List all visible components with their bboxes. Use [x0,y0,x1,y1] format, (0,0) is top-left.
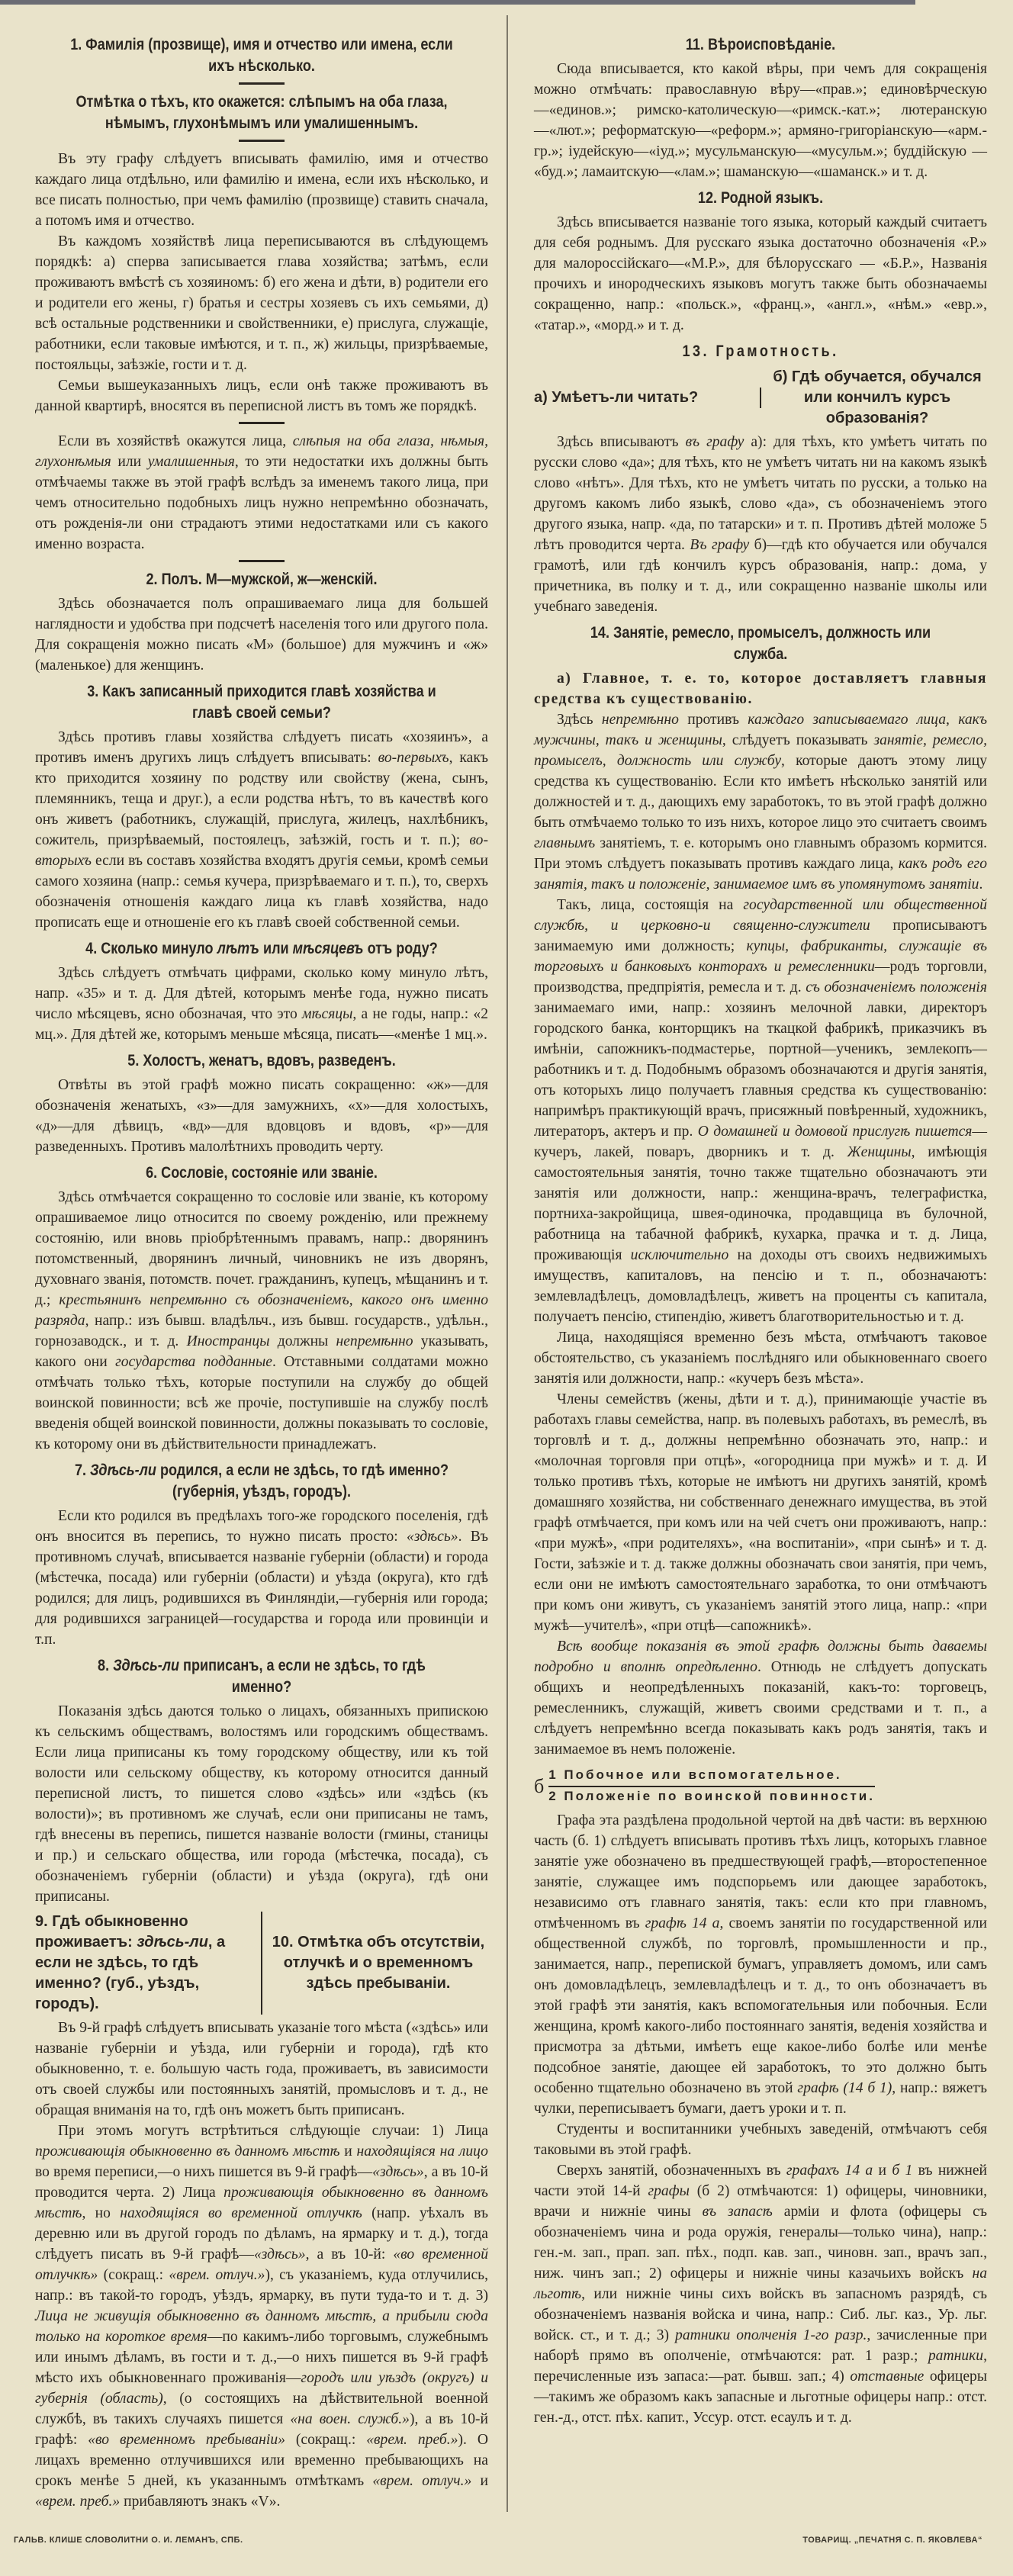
italic-text-run: городъ или уѣздъ (округъ) и губернія (область) [35,2370,488,2407]
text-run: 11. Вѣроисповѣданіе. [685,36,836,53]
text-run: , а если не здѣсь, то гдѣ именно? (губ., уѣздъ, городъ). [35,1934,226,2012]
paragraph [534,668,987,709]
italic-text-run: О домашней и домовой прислугѣ пишется [697,1124,973,1140]
text-run: занимаемаго ими, напр.: хозяинъ мелочной лавки, директоръ городского банка, конторщикъ на ткацкой фабрикѣ, приказчикъ въ имѣніи, сапожникъ-подмастерье, портной—ученикъ, землекопъ—работникъ и т. д. Подобнымъ образомъ обозначаются и другія занятія, отъ которыхъ лицо получаетъ главныя средства къ существованію: напримѣръ практикующій врачъ, присяжный повѣренный, художникъ, литераторъ, актеръ и пр. [534,1000,987,1140]
italic-text-run: находящіяся во временной отлучкѣ [120,2205,362,2221]
italic-text-run: «врем. преб.» [35,2494,121,2510]
italic-text-run: во-вторыхъ [35,832,488,869]
italic-text-run: «во временномъ пребываніи» [88,2432,285,2448]
text-run: 10. Отмѣтка объ отсутствіи, отлучкѣ и о временномъ здѣсь пребываніи. [272,1934,485,1992]
paragraph [534,1389,987,1636]
text-run: Члены семействъ (жены, дѣти и т. д.), принимающіе участіе въ работахъ главы семейства, напр. въ полевыхъ работахъ, въ ремеслѣ, въ торговлѣ и т. д., должны непремѣнно обозначать это, напр.: и «молочная торговля при отцѣ», «огородница при мужѣ» и т. д. И только противъ тѣхъ, которые не имѣютъ ни другихъ занятій, кромѣ домашняго хозяйства, ни собственнаго денежнаго имущества, въ этой графѣ отмѣчается, при комъ или на чей счетъ они проживаютъ, напр.: «при мужѣ», «при родителяхъ», «на воспитаніи», «при сынѣ» и т. д. Гости, заѣзжіе и т. д. также должны обозначать свои занятія, при чемъ, если они не имѣютъ самостоятельнаго заработка, то они отмѣчаютъ при комъ они живутъ, съ указаніемъ занятій этого лица, напр.: «при мужѣ—учителѣ», «при отцѣ—сапожникѣ». [534,1391,987,1634]
text-run: Сюда вписывается, кто какой вѣры, при чемъ для сокращенія можно отмѣчать: православную вѣру—«прав.»; единовѣрческую—«единов.»; римско-католическую—«римск.-кат.»; лютеранскую—«лют.»; реформатскую—«реформ.»; армяно-григоріанскую—«арм.-гр.»; іудейскую—«іуд.»; мусульманскую—«мусульм.»; буддійскую — «буд.»; ламаитскую—«лам.»; шаманскую—«шаманск.» и т. д. [534,61,987,180]
paragraph [35,727,488,933]
text-run: , а не годы, напр.: «2 мц.». Для дѣтей же, которымъ меньше мѣсяца, писать—«менѣе 1 мц.». [35,1006,488,1043]
paragraph [534,2160,987,2428]
section-heading [67,34,457,77]
text-run: должны [269,1333,336,1349]
text-run: Отвѣты въ этой графѣ можно писать сокращенно: «ж»—для обозначенія женатыхъ, «з»—для замужнихъ, «х»—для холостыхъ, «д»—для дѣвицъ, «вд»—для вдовцовъ и вдовъ, «р»—для разведенныхъ. Противъ малолѣтнихъ проводить черту. [35,1077,488,1155]
text-run: Здѣсь отмѣчается сокращенно то сословіе или званіе, къ которому опрашиваемое лицо относится по своему рожденію, или прежнему состоянію, или вновь пріобрѣтеннымъ правамъ, напр.: дворянинъ потомственный, дворянинъ личный, чиновникъ не изъ дворянъ, духовнаго званія, потомств. почет. гражданинъ, купецъ, мѣщанинъ и т. д.; [35,1189,488,1308]
text-run: Въ эту графу слѣдуетъ вписывать фамилію, имя и отчество каждаго лица отдѣльно, или фамилію и имена, если ихъ нѣсколько, и все писать полностью, при чемъ фамилію (прозвище) ставить сначала, а потомъ имя и отчество. [35,151,488,229]
paragraph [534,2119,987,2160]
text-run: Въ 9-й графѣ слѣдуетъ вписывать указаніе того мѣста («здѣсь» или названіе губерніи и уѣзда, или губерніи и города), гдѣ кто обыкновенно, т. е. большую часть года, проживаетъ, въ зависимости отъ своей службы или постоянныхъ занятій, промысловъ и т. д., не обращая вниманія на то, гдѣ онъ можетъ быть приписанъ. [35,2020,488,2118]
text-run: если въ составъ хозяйства входятъ другія семьи, кромѣ семьи самого хозяина (напр.: семья кучера, призрѣваемаго и т. п.), то, сверхъ обозначенія отношенія каждаго лица къ главѣ хозяйства, надо прописать еще и отношеніе его къ главѣ своей собственной семьи. [35,853,488,931]
text-run: 6. Сословіе, состояніе или званіе. [146,1164,378,1182]
italic-text-run: б 1 [892,2163,913,2179]
text-run: указывать, какого они [35,1333,488,1370]
paragraph [35,231,488,375]
section-heading [566,188,956,209]
italic-text-run: «врем. преб.» [366,2432,458,2448]
text-run: 13. Грамотность. [682,343,839,360]
italic-text-run: «здѣсь» [407,1529,458,1545]
fraction-letter: б [534,1774,545,1797]
italic-text-run: здѣсь-ли [137,1934,208,1950]
split-heading-right [761,367,987,429]
paragraph [35,1187,488,1455]
italic-text-run: купцы, фабриканты, служащіе въ торговыхъ и банковыхъ конторахъ и ремесленники [534,938,987,975]
text-run: 8. [98,1657,114,1674]
section-heading [566,34,956,56]
text-run: ), съ указаніемъ, куда отлучились, напр.: въ такой-то городъ, уѣздъ, ярмарку, въ пути туда-то и т. д. 3) [35,2267,488,2304]
italic-text-run: съ обозначеніемъ положенія [806,979,987,995]
fraction-top: 1 Побочное или вспомогательное. [548,1766,875,1787]
text-run: и [873,2163,892,2179]
italic-text-run: непремѣнно [336,1333,413,1349]
italic-text-run: графѣ (14 б 1) [797,2080,892,2096]
paragraph [534,1636,987,1760]
text-run: , или нижніе чины сихъ войскъ въ запасномъ разрядѣ, съ обозначеніемъ названія войска и чина, напр.: Сиб. льг. каз., Ур. льг. войск. ст., и т. д.; 3) [534,2286,987,2343]
section-heading [566,341,956,362]
italic-text-run: государственной или общественной службѣ, и церковно-и священно-служители [534,897,988,934]
text-run: . Въ противномъ случаѣ, вписывается названіе губерніи (области) и города (мѣстечка, посада) или губерніи (области) и уѣзда (округа), кто гдѣ родился; для лицъ, родившихся въ Финляндіи,—губернія или города; для родившихся заграницей—государства и города или провинціи и т.п. [35,1529,488,1648]
text-run: Графа эта раздѣлена продольной чертой на двѣ части: въ верхнюю часть (б. 1) слѣдуетъ вписывать противъ тѣхъ лицъ, которыхъ главное занятіе уже обозначено въ предшествующей графѣ,—второстепенное занятіе, служащее имъ подспорьемъ или дающее заработокъ, независимо отъ главнаго занятія, такъ: если кто при главномъ, отмѣченномъ въ [534,1812,987,1931]
text-run: Здѣсь слѣдуетъ отмѣчать цифрами, сколько кому минуло лѣтъ, напр. «35» и т. д. Для дѣтей, которымъ менѣе года, нужно писать число мѣсяцевъ, ясно обозначая, что это [35,965,488,1022]
italic-text-run: государства подданные [115,1354,272,1370]
italic-text-run: «здѣсь» [372,2164,424,2180]
section-rule [239,140,285,142]
paragraph [35,431,488,555]
italic-text-run: какъ родъ его занятія, такъ и положеніе, занимаемое имъ въ упомянутомъ занятіи [534,856,987,892]
italic-text-run: «врем. отлуч.» [372,2473,472,2489]
italic-text-run: слѣпыя на оба глаза, нѣмыя, глухонѣмыя [35,433,488,470]
text-run: б) Гдѣ обучается, обучался или кончилъ курсъ образованія? [773,368,982,426]
paragraph [35,2121,488,2512]
section-heading [67,681,457,724]
italic-text-run: проживающія обыкновенно въ данномъ мѣстѣ [35,2143,340,2160]
text-run: во время переписи,—о нихъ пишется въ 9-й графѣ— [35,2164,373,2180]
paragraph [534,709,987,895]
subsection-fraction-heading [534,1766,987,1806]
text-run: , то эти недостатки ихъ должны быть отмѣчаемы также въ этой графѣ вслѣдъ за именемъ такого лица, при чемъ относительно подобныхъ лицъ нужно непремѣнно обозначать, отъ рожденія-ли они страдаютъ этими недостатками или съ какого именно возраста. [35,454,488,552]
italic-text-run: крестьянинъ непремѣнно съ обозначеніемъ, какого онъ именно разряда [35,1292,488,1329]
italic-text-run: мѣсяцы [301,1006,353,1022]
section-rule [239,82,285,85]
text-run: 9. Гдѣ обыкновенно проживаетъ: [35,1913,188,1950]
text-run: Студенты и воспитанники учебныхъ заведеній, отмѣчаютъ себя таковыми въ этой графѣ. [534,2121,987,2158]
italic-text-run: ратники [928,2348,984,2364]
paragraph [35,149,488,231]
section-rule [239,422,285,424]
text-run: Здѣсь противъ главы хозяйства слѣдуетъ писать «хозяинъ», а противъ именъ другихъ лицъ слѣдуетъ вписывать: [35,729,488,766]
text-run: —кучеръ, лакей, поваръ, дворникъ и т. д. [534,1124,988,1160]
text-run: 5. Холостъ, женатъ, вдовъ, разведенъ. [127,1052,396,1069]
text-run: Отмѣтка о тѣхъ, кто окажется: слѣпымъ на оба глаза, нѣмымъ, глухонѣмымъ или умалишеннымъ. [76,93,448,132]
italic-text-run: «на воен. служб.» [290,2411,410,2427]
text-run: , слѣдуетъ показывать [722,732,874,748]
italic-text-run: находящіяся на лицо [356,2143,488,2160]
italic-text-run: занятіе, ремесло, промыселъ, должность или службу [534,732,987,769]
text-run: , напр.: изъ бывш. владѣльч., изъ бывш. государств., удѣльн., горнозаводск., и т. д. [35,1313,488,1349]
text-run: прописываютъ занимаемую ими должность; [534,918,988,954]
section-heading [67,92,457,134]
paragraph [35,1075,488,1157]
paragraph [35,1701,488,1907]
printer-imprint-right: ТОВАРИЩ. „ПЕЧАТНЯ С. П. ЯКОВЛЕВА“ [802,2536,982,2545]
text-run: Такъ, лица, состоящія на [557,897,744,913]
italic-text-run: «здѣсь» [254,2246,306,2262]
italic-text-run: проживающія обыкновенно въ данномъ мѣстѣ [35,2185,488,2221]
text-run: 1. Фамилія (прозвище), имя и отчество или имена, если ихъ нѣсколько. [70,36,453,75]
text-run: Показанія здѣсь даются только о лицахъ, обязанныхъ припискою къ сельскимъ обществамъ, волостямъ или городскимъ обществамъ. Если лица приписаны къ тому городскому обществу, или къ той волости или сельскому обществу, къ которому относится данный переписной листъ, то пишется слово «здѣсь» или «здѣсь (къ волости)»; въ противномъ же случаѣ, если они приписаны не тамъ, гдѣ внесены въ перепись, пишется названіе волости (гмины, станицы и пр.) и сельскаго общества, или города (мѣстечка, посада), съ обозначеніемъ губерніи (области) и уѣзда (округа), гдѣ они приписаны. [35,1703,488,1905]
column-divider [507,15,508,2512]
section-heading [67,569,457,590]
italic-text-run: ратники ополченія 1-го разр. [675,2327,867,2343]
section-heading [67,1655,457,1698]
text-run: а) Главное, т. е. то, которое доставляетъ главныя средства къ существованію. [534,671,987,707]
text-run: , но [82,2205,121,2221]
left-column [35,29,488,2512]
text-run: (напр. уѣхалъ въ деревню или въ другой городъ по дѣламъ, на ярмарку и т. д.), тогда слѣдуетъ писать въ 9-й графѣ— [35,2205,488,2262]
italic-text-run: Иностранцы [186,1333,270,1349]
italic-text-run: графы [648,2183,690,2199]
italic-text-run: непремѣнно [601,712,679,728]
text-run: Здѣсь обозначается полъ опрашиваемаго лица для большей наглядности и удобства при подсчетѣ населенія того или другого пола. Для сокращенія можно писать «М» (большое) для мужчинъ и «ж» (маленькое) для женщинъ. [35,596,488,674]
split-heading-left [35,1912,262,2015]
text-run: и [471,2473,488,2489]
paragraph [534,1810,987,2119]
italic-text-run: графахъ 14 а [786,2163,873,2179]
text-run: и [339,2143,357,2160]
section-heading [67,938,457,960]
printer-imprint-left: ГАЛЬВ. КЛИШЕ СЛОВОЛИТНИ О. И. ЛЕМАНЪ, СПБ. [14,2536,243,2545]
text-run: , которые даютъ этому лицу средства къ существованію. Если кто имѣетъ нѣсколько занятій или должностей и т. д., дающихъ ему заработокъ, то въ этой графѣ должно быть отмѣчаемо только то изъ нихъ, которое лицо это считаетъ своимъ [534,753,987,831]
text-run: приписанъ, а если не здѣсь, то гдѣ именно? [179,1657,426,1696]
text-run: б)—гдѣ кто обучается или обучался грамотѣ, или гдѣ кончилъ курсъ образованія, напр.: дома, у причетника, въ полку и т. д., или сокращенно названіе школы или учебнаго заведенія. [534,537,987,615]
text-run: . [979,876,983,892]
text-run: , перечисленные изъ запаса:—рат. бывш. зап.; 4) [534,2348,987,2385]
text-run: (б 2) отмѣчаются: 1) офицеры, чиновники, врачи и нижніе чины [534,2183,987,2220]
text-run: или [259,940,293,957]
text-run: противъ [678,712,748,728]
right-column [534,29,987,2428]
paragraph [35,963,488,1045]
italic-text-run: «во временной отлучкѣ» [35,2246,488,2283]
split-heading [35,1912,488,2015]
text-run: занятіемъ, т. е. которымъ оно главнымъ образомъ кормится. При этомъ слѣдуетъ показывать противъ каждаго лица, [534,835,987,872]
text-run: на доходы отъ своихъ недвижимыхъ имуществъ, капиталовъ, на пенсію и т. п., обозначаютъ: землевладѣлецъ, домовладѣлецъ, живетъ на проценты съ капитала, получаетъ пенсію, стипендію, живетъ благотворительностью и т. д. [534,1247,987,1325]
text-run: 2. Полъ. М—мужской, ж—женскій. [146,571,378,588]
text-run: 14. Занятіе, ремесло, промыселъ, должность или служба. [590,624,931,663]
italic-text-run: Здѣсь-ли [90,1462,156,1479]
text-run: 3. Какъ записанный приходится главѣ хозяйства и главѣ своей семьи? [87,683,436,722]
text-run: арміи и флота (офицеры съ обозначеніемъ чина и рода оружія, генералы—только чина), напр.: ген.-м. зап., прап. зап. пѣх., подп. кав. зап., чиновн. зап., врачъ зап., ниж. чинъ зап.; 2) офицеры и нижніе чины казачьихъ войскъ [534,2204,987,2282]
split-heading [534,367,987,429]
text-run: Въ каждомъ хозяйствѣ лица переписываются въ слѣдующемъ порядкѣ: а) сперва записывается глава хозяйства; затѣмъ, если проживаютъ вмѣстѣ съ хозяиномъ: б) его жена и дѣти, в) родители его и родители его жены, г) братья и сестры хозяевъ съ ихъ семьями, д) всѣ остальные родственники и свойственники, е) прислуга, служащіе, работники, если таковые имѣются, и т. п., ж) жильцы, призрѣваемые, постояльцы, заѣзжіе, гости и т. д. [35,233,488,373]
text-run: Здѣсь вписываютъ [557,434,686,450]
text-run: , напр.: вяжетъ чулки, переписываетъ бумаги, даетъ уроки и т. п. [534,2080,987,2117]
italic-text-run: мѣсяцевъ [292,940,364,957]
text-run: . Отнюдь не слѣдуетъ допускать общихъ и неопредѣленныхъ показаній, какъ-то: торговецъ, ремесленникъ, служащій, живетъ своими средствами и т. п., а слѣдуетъ непремѣнно всегда показывать какъ родъ занятія, такъ и занимаемое въ немъ положеніе. [534,1659,988,1758]
italic-text-run: Въ графу [690,537,750,553]
text-run: —родъ торговли, производства, предпріятія, ремесла и т. д. [534,959,987,995]
paragraph [534,895,987,1327]
text-run: , своемъ занятіи по государственной или общественной службѣ, по торговлѣ, промышленности и пр., занимается, напр., перепиской бумагъ, управляетъ домомъ, или самъ онъ домовладѣлецъ, землевладѣлецъ и т. д., то онъ обозначаетъ въ этой графѣ эти занятія, какъ вспомогательныя или побочныя. Если женщина, кромѣ какого-либо постояннаго занятія, веденія хозяйства и присмотра за дѣтьми, имѣетъ еще какое-либо болѣе или менѣе подсобное занятіе, дающее ей заработокъ, то это должно быть особенно тщательно обозначено въ этой [534,1915,988,2096]
italic-text-run: умалишенныя [147,454,235,470]
paragraph [35,1506,488,1650]
text-run: 4. Сколько минуло [85,940,217,957]
text-run: офицеры—такимъ же образомъ какъ запасные и льготные офицеры напр.: отст. ген.-д., отст. пѣх. капит., Уссур. отст. есаулъ и т. д. [534,2369,987,2426]
text-run: . Отставными солдатами можно отмѣчать только тѣхъ, которые поступили на службу до общей воинской повинности; всѣ же прочіе, поступившіе на службу послѣ введенія общей воинской повинности, должны показывать то сословіе, къ которому они въ дѣйствительности принадлежатъ. [35,1354,488,1452]
text-run: прибавляютъ знакъ «V». [120,2494,281,2510]
paragraph [35,375,488,416]
text-run: родился, а если не здѣсь, то гдѣ именно? (губернія, уѣздъ, городъ). [156,1462,449,1500]
italic-text-run: Женщины [847,1144,912,1160]
text-run: Здѣсь [557,712,602,728]
split-heading-right [262,1932,488,1994]
split-heading-left [534,388,761,408]
italic-text-run: въ графу [685,434,744,450]
fraction-bottom: 2 Положеніе по воинской повинности. [548,1789,875,1803]
text-run: Сверхъ занятій, обозначенныхъ въ [557,2163,786,2179]
text-run: отъ роду? [363,940,438,957]
text-run: или [111,454,148,470]
text-run: Семьи вышеуказанныхъ лицъ, если онѣ также проживаютъ въ данной квартирѣ, вносятся въ переписной листъ въ томъ же порядкѣ. [35,378,488,414]
italic-text-run: «врем. отлуч.» [169,2267,265,2283]
italic-text-run: Здѣсь-ли [113,1657,180,1674]
italic-text-run: исключительно [630,1247,729,1263]
paragraph [534,432,987,617]
text-run: 7. [74,1462,91,1479]
text-run: Если кто родился въ предѣлахъ того-же городского поселенія, гдѣ онъ вносится въ перепись, то нужно писать просто: [35,1508,488,1545]
italic-text-run: графѣ 14 а [645,1915,720,1931]
section-heading [566,622,956,665]
italic-text-run: главнымъ [534,835,596,851]
text-run: При этомъ могутъ встрѣтиться слѣдующіе случаи: 1) Лица [58,2123,488,2139]
text-run: , (о состоящихъ на дѣйствительной военной службѣ, въ такихъ случаяхъ пишется [35,2391,488,2427]
text-run: , зачисленные при наборѣ прямо въ ополченіе, отмѣчаются: рат. 1 разр.; [534,2327,987,2364]
paragraph [534,59,987,182]
italic-text-run: во-первыхъ [378,750,449,766]
paragraph [35,593,488,676]
paragraph [534,212,987,336]
text-run: ), а въ 10-й графѣ: [35,2411,488,2448]
text-run: , а въ 10-й проводится черта. 2) Лица [35,2164,488,2201]
paragraph [35,2018,488,2121]
italic-text-run: Лица не живущія обыкновенно въ данномъ мѣстѣ, а прибыли сюда только на короткое время [35,2308,488,2345]
text-run: (сокращ.: [98,2267,169,2283]
text-run: , а въ 10-й: [305,2246,394,2262]
text-run: , имѣющія самостоятельныя занятія, точно также тщательно обозначаютъ эти занятія или должности, напр.: женщина-врачъ, телеграфистка, портниха-закройщица, швея-одиночка, продавщица въ булочной, работница на табачной фабрикѣ, кухарка, прачка и т. д. Лица, проживающія [534,1144,987,1263]
text-run: 12. Родной языкъ. [697,189,824,207]
paragraph [534,1327,987,1389]
text-run: (сокращ.: [285,2432,367,2448]
section-heading [67,1050,457,1072]
text-run: , какъ кто приходится хозяину по родству или свойству (жена, сынъ, племянникъ, теща и друг.), а если родства нѣтъ, то въ качествѣ кого онъ живетъ (работникъ, служащій, прислуга, жилецъ, нахлѣбникъ, сожитель, призрѣваемый, постоялецъ, заѣзжій, гость и т. п.); [35,750,488,848]
text-run: а): для тѣхъ, кто умѣетъ читать по русски слово «да»; для тѣхъ, кто не умѣетъ читать ни на какомъ языкѣ слово «нѣтъ». Для тѣхъ, кто не умѣетъ читать по русски, а только на другомъ какомъ либо языкѣ, слово «да», съ обозначеніемъ этого другого языка, напр. «да, по татарски» и т. п. Противъ дѣтей моложе 5 лѣтъ проводится черта. [534,434,987,553]
section-heading [67,1163,457,1184]
text-run: Лица, находящіяся временно безъ мѣста, отмѣчаютъ таковое обстоятельство, съ указаніемъ послѣдняго или обыкновеннаго своего занятія или должности, напр.: «кучеръ безъ мѣста». [534,1330,987,1387]
section-heading [67,1460,457,1503]
italic-text-run: въ запасѣ [702,2204,773,2220]
text-run: ). О лицахъ временно отлучившихся или временно пребывающихъ на срокъ менѣе 5 дней, къ указаннымъ отмѣткамъ [35,2432,488,2489]
italic-text-run: отставные [850,2369,925,2385]
italic-text-run: на льготѣ [534,2266,987,2302]
text-run: Здѣсь вписывается названіе того языка, который каждый считаетъ для себя роднымъ. Для русскаго языка достаточно обозначенія «Р.» для малороссійскаго—«М.Р.», для бѣлорусскаго — «Б.Р.», Названія прочихъ и инородческихъ языковъ могутъ также быть обозначаемы сокращенно, напр.: «польск.», «франц.», «англ.», «нѣм.» «евр.», «татар.», «морд.» и т. д. [534,214,987,333]
footer [0,2512,1013,2576]
text-run: —по какимъ-либо торговымъ, служебнымъ или инымъ дѣламъ, въ гости и т. д.,—о нихъ пишется въ 9-й графѣ мѣсто ихъ обыкновеннаго проживанія— [35,2329,488,2386]
text-run: въ нижней части этой 14-й [534,2163,987,2199]
italic-text-run: лѣтъ [217,940,259,957]
italic-text-run: каждаго записываемаго лица, какъ мужчины, такъ и женщины [534,712,988,748]
text-run: а) Умѣетъ-ли читать? [534,389,699,406]
italic-text-run: Всѣ вообще показанія въ этой графѣ должны быть даваемы подробно и вполнѣ опредѣленно [534,1639,987,1675]
text-run: Если въ хозяйствѣ окажутся лица, [58,433,293,449]
section-rule [239,560,285,562]
